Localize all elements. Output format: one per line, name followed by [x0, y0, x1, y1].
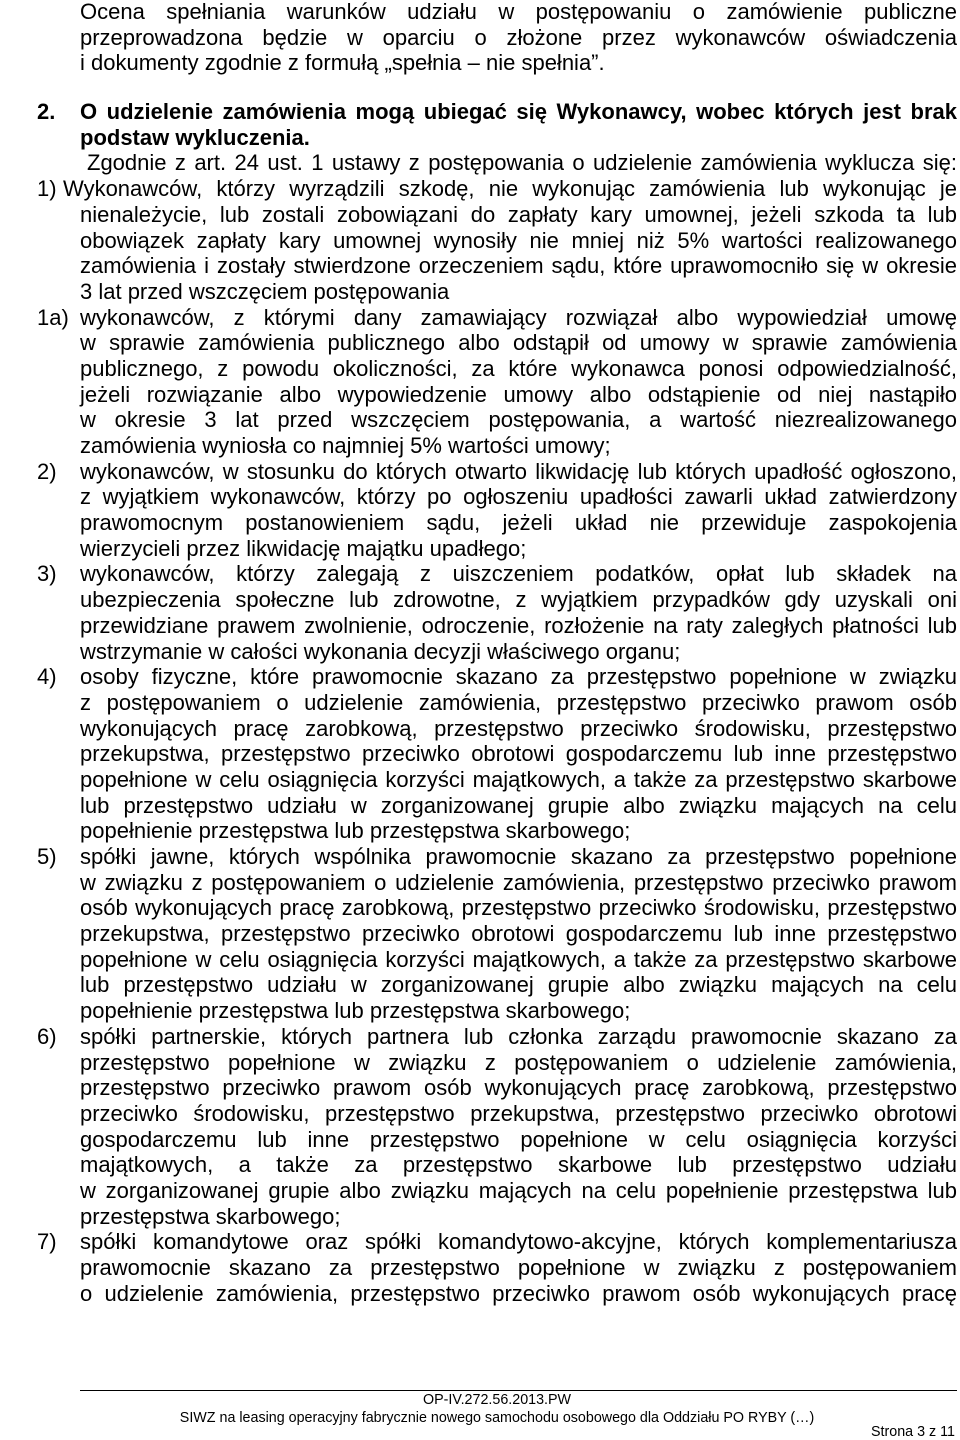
- text-line: osób wykonujących pracę zarobkową, przestępstwo przeciwko środowisku, przestępstwo: [80, 895, 957, 921]
- exclusion-item-7: [37, 1229, 957, 1306]
- text-line: zamówienia wyniosła co najmniej 5% wartości umowy;: [80, 433, 611, 458]
- text-line: wykonujących pracę zarobkową, przestępstwo przeciwko środowisku, przestępstwo: [80, 715, 957, 741]
- exclusion-item-3: [37, 561, 957, 664]
- exclusion-item-1a: [37, 304, 957, 459]
- footer-reference: OP-IV.272.56.2013.PW: [422, 1392, 572, 1408]
- page-number: Strona 3 z 11: [871, 1424, 955, 1440]
- item-number: 4): [37, 664, 57, 690]
- text-line: w okresie 3 lat przed wszczęciem postępowania, a wartość niezrealizowanego: [80, 407, 957, 433]
- exclusion-item-1: [37, 176, 957, 304]
- exclusion-item-4: [37, 664, 957, 844]
- text-line: przeprowadzona będzie w oparciu o złożone przez wykonawców oświadczenia: [80, 24, 957, 50]
- text-line: przekupstwa, przestępstwo przeciwko obrotowi gospodarczemu lub inne przestępstwo: [80, 741, 957, 767]
- footer-divider: [80, 1390, 957, 1391]
- text-line: spółki partnerskie, których partnera lub członka zarządu prawomocnie skazano za: [80, 1023, 957, 1049]
- exclusion-item-2: [37, 458, 957, 562]
- section-number: 2.: [37, 99, 56, 125]
- text-line: z wyjątkiem wykonawców, którzy po ogłoszeniu upadłości zawarli układ zatwierdzony: [80, 484, 957, 510]
- text-line: przewidziane prawem zwolnienie, odroczenie, rozłożenie na raty zaległych płatności lub: [80, 612, 957, 638]
- item-number: 2): [37, 458, 57, 484]
- text-line: w zorganizowanej grupie albo związku mających na celu popełnienie przestępstwa lub: [80, 1177, 957, 1203]
- text-line: popełnienie przestępstwa lub przestępstwa skarbowego;: [80, 998, 631, 1024]
- text-line: Zgodnie z art. 24 ust. 1 ustawy z postępowania o udzielenie zamówienia wyklucza się:: [87, 150, 957, 176]
- text-line: o udzielenie zamówienia, przestępstwo przeciwko prawom osób wykonujących pracę: [80, 1280, 957, 1306]
- text-line: nienależycie, lub zostali zobowiązani do zapłaty kary umownej, jeżeli szkoda ta lub: [80, 201, 957, 227]
- text-line: przestępstwo przeciwko prawom osób wykonujących pracę zarobkową, przestępstwo: [80, 1075, 957, 1101]
- text-line: zamówienia i zostały stwierdzone orzeczeniem sądu, które uprawomocniło się w okresie: [80, 253, 957, 279]
- text-line: publicznego, z powodu okoliczności, za które wykonawca ponosi odpowiedzialność,: [80, 355, 957, 381]
- text-line: wstrzymanie w całości wykonania decyzji właściwego organu;: [80, 638, 681, 664]
- text-line: w sprawie zamówienia publicznego albo odstąpił od umowy w sprawie zamówienia: [80, 330, 957, 356]
- item-number: 6): [37, 1023, 57, 1049]
- text-line: popełnione w celu osiągnięcia korzyści majątkowych, a także za przestępstwo skarbowe: [80, 766, 957, 792]
- text-line: przestępstwo popełnione w związku z postępowaniem o udzielenie zamówienia,: [80, 1049, 957, 1075]
- section-heading: [37, 99, 957, 150]
- intro-paragraph: [80, 0, 957, 76]
- heading-line: O udzielenie zamówienia mogą ubiegać się Wykonawcy, wobec których jest brak: [80, 99, 957, 125]
- text-line: popełnione w celu osiągnięcia korzyści majątkowych, a także za przestępstwo skarbowe: [80, 946, 957, 972]
- text-line: obowiązek zapłaty kary umownej wynosiły nie mniej niż 5% wartości realizowanego: [80, 227, 957, 253]
- text-line: osoby fizyczne, które prawomocnie skazano za przestępstwo popełnione w związku: [80, 664, 957, 690]
- item-number: 5): [37, 844, 57, 869]
- exclusion-item-5: [37, 844, 957, 1024]
- text-line: w związku z postępowaniem o udzielenie zamówienia, przestępstwo przeciwko prawom: [80, 869, 957, 895]
- text-line: wierzycieli przez likwidację majątku upadłego;: [80, 535, 527, 561]
- text-line: wykonawców, z którymi dany zamawiający rozwiązał albo wypowiedział umowę: [80, 304, 957, 330]
- text-line: ubezpieczenia społeczne lub zdrowotne, z wyjątkiem przypadków gdy uzyskali oni: [80, 587, 957, 613]
- text-line: Ocena spełniania warunków udziału w postępowaniu o zamówienie publiczne: [80, 0, 957, 24]
- text-line: przeciwko środowisku, przestępstwo przekupstwa, przestępstwo przeciwko obrotowi: [80, 1100, 957, 1126]
- text-line: prawomocnie skazano za przestępstwo popełnione w związku z postępowaniem: [80, 1255, 957, 1280]
- text-line: popełnienie przestępstwa lub przestępstwa skarbowego;: [80, 818, 631, 844]
- page-content: [37, 0, 957, 1306]
- text-line: lub przestępstwo udziału w zorganizowanej grupie albo związku mających na celu: [80, 792, 957, 818]
- text-line: jeżeli rozwiązanie albo wypowiedzenie umowy albo odstąpienie od niej nastąpiło: [80, 381, 957, 407]
- text-line: przestępstwa skarbowego;: [80, 1203, 341, 1229]
- text-line: wykonawców, którzy zalegają z uiszczeniem podatków, opłat lub składek na: [80, 561, 957, 587]
- item-number: 7): [37, 1229, 57, 1255]
- item-number: 1): [37, 176, 57, 202]
- exclusion-item-6: [37, 1023, 957, 1230]
- text-line: gospodarczemu lub inne przestępstwo popełnione w celu osiągnięcia korzyści: [80, 1126, 957, 1152]
- item-number: 1a): [37, 304, 69, 330]
- text-line: Wykonawców, którzy wyrządzili szkodę, nie wykonując zamówienia lub wykonując je: [63, 176, 957, 202]
- text-line: i dokumenty zgodnie z formułą „spełnia – nie spełnia”.: [80, 50, 605, 76]
- text-line: przekupstwa, przestępstwo przeciwko obrotowi gospodarczemu lub inne przestępstwo: [80, 921, 957, 947]
- text-line: spółki jawne, których wspólnika prawomocnie skazano za przestępstwo popełnione: [80, 844, 957, 869]
- text-line: 3 lat przed wszczęciem postępowania: [80, 278, 450, 304]
- footer-title: SIWZ na leasing operacyjny fabrycznie nowego samochodu osobowego dla Oddziału PO RYBY (…): [179, 1410, 815, 1426]
- text-line: majątkowych, a także za przestępstwo skarbowe lub przestępstwo udziału: [80, 1152, 957, 1178]
- text-line: lub przestępstwo udziału w zorganizowanej grupie albo związku mających na celu: [80, 972, 957, 998]
- legal-basis: [80, 150, 957, 176]
- text-line: z postępowaniem o udzielenie zamówienia, przestępstwo przeciwko prawom osób: [80, 689, 957, 715]
- heading-line: podstaw wykluczenia.: [80, 124, 310, 150]
- text-line: prawomocnym postanowieniem sądu, jeżeli układ nie przewiduje zaspokojenia: [80, 510, 957, 536]
- text-line: wykonawców, w stosunku do których otwarto likwidację lub których upadłość ogłoszono,: [80, 458, 957, 484]
- item-number: 3): [37, 561, 57, 587]
- text-line: spółki komandytowe oraz spółki komandytowo-akcyjne, których komplementariusza: [80, 1229, 957, 1255]
